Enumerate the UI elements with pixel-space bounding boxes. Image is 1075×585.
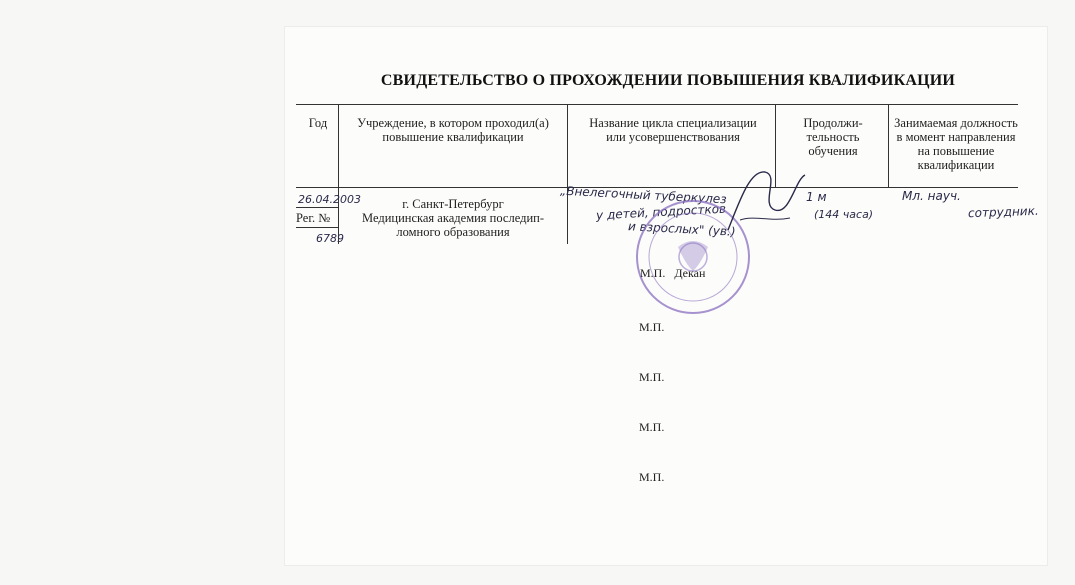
stamp-dean: М.П. Декан xyxy=(640,266,706,280)
institution-name: Медицинская академия последип-ломного образования xyxy=(362,211,544,239)
stamp-mp-1: М.П. xyxy=(639,320,665,334)
cycle-line-3: и взрослых" (ув.) xyxy=(627,219,736,239)
duration-line-2: (144 часа) xyxy=(814,208,874,221)
reg-number: 6789 xyxy=(316,232,344,245)
cycle-line-2: у детей, подростков xyxy=(595,201,727,223)
duration-line-1: 1 м xyxy=(806,190,827,204)
reg-label: Рег. № xyxy=(296,211,331,225)
header-cycle: Название цикла специализации или усовершенствования xyxy=(589,116,757,144)
signature-scribble xyxy=(720,160,810,240)
col-divider-2 xyxy=(567,104,568,244)
entry-date: 26.04.2003 xyxy=(298,193,361,206)
stamp-mp-3: М.П. xyxy=(639,420,665,434)
institution-city: г. Санкт-Петербург xyxy=(402,197,504,211)
table-top-line xyxy=(296,104,1018,105)
header-duration: Продолжи-тельность обучения xyxy=(803,116,863,158)
col-divider-4 xyxy=(888,104,889,187)
header-year: Год xyxy=(308,116,328,130)
document-title: СВИДЕТЕЛЬСТВО О ПРОХОЖДЕНИИ ПОВЫШЕНИЯ КВАЛИФИКАЦИИ xyxy=(380,72,956,89)
header-position: Занимаемая должность в момент направления на повышение квалификации xyxy=(894,116,1018,172)
position-line-2: сотрудник. xyxy=(967,203,1039,221)
col-divider-1 xyxy=(338,104,339,244)
stamp-mp-4: М.П. xyxy=(639,470,665,484)
cycle-line-1: „Внелегочный туберкулез xyxy=(559,183,727,207)
header-institution: Учреждение, в котором проходил(а) повышение квалификации xyxy=(357,116,549,144)
position-line-1: Мл. науч. xyxy=(902,189,961,203)
reg-underline xyxy=(296,227,338,228)
date-underline xyxy=(296,207,338,208)
stamp-mp-2: М.П. xyxy=(639,370,665,384)
